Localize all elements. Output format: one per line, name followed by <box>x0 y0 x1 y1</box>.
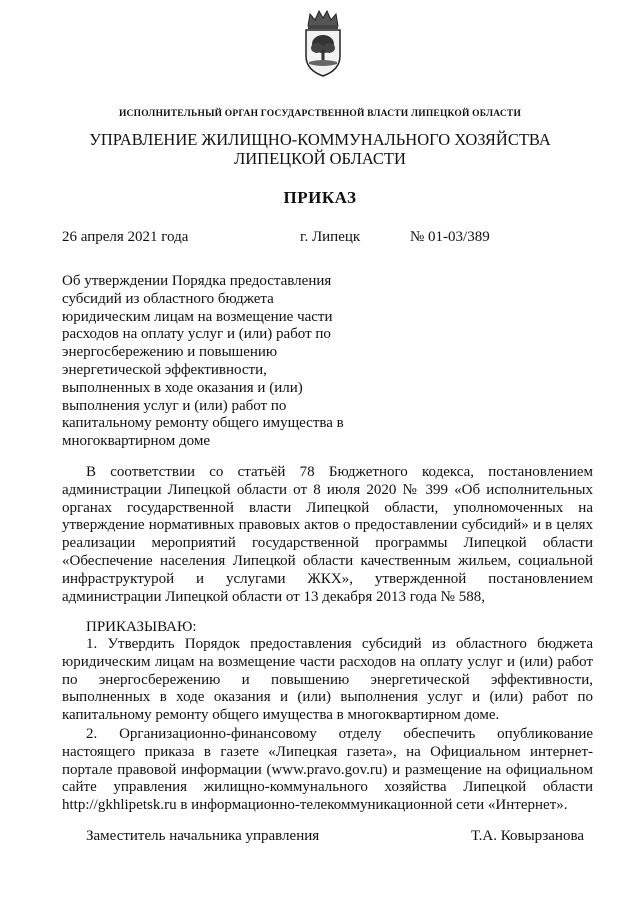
document-date: 26 апреля 2021 года <box>62 229 189 245</box>
issuing-authority: ИСПОЛНИТЕЛЬНЫЙ ОРГАН ГОСУДАРСТВЕННОЙ ВЛАСТИ ЛИПЕЦКОЙ ОБЛАСТИ <box>118 109 522 119</box>
lipetsk-region-coat-of-arms-icon <box>300 8 346 78</box>
signatory-name: Т.А. Ковырзанова <box>471 828 584 844</box>
signatory-position: Заместитель начальника управления <box>86 828 320 844</box>
document-place: г. Липецк <box>300 229 361 245</box>
order-word: ПРИКАЗЫВАЮ: <box>86 619 197 635</box>
order-item-1: 1. Утвердить Порядок предоставления субсидий из областного бюджета юридическим лицам на возмещение части расходов на оплату услуг и (или) работ по энергосбережению и повышению энергетической эффективности, выполненных в ходе оказания и (или) выполнения услуг и (или) работ по капитальному ремонту общего имущества в многоквартирном доме. <box>62 636 593 724</box>
document-subject: Об утверждении Порядка предоставления субсидий из областного бюджета юридическим лицам на возмещение части расходов на оплату услуг и (или) работ по энергосбережению и повышению энергетической эффективности, выполненных в ходе оказания и (или) выполнения услуг и (или) работ по капитальному ремонту общего имущества в многоквартирном доме <box>62 273 344 450</box>
document-number: № 01-03/389 <box>410 229 490 245</box>
order-item-2: 2. Организационно-финансовому отделу обеспечить опубликование настоящего приказа в газете «Липецкая газета», на Официальном интернет-портале правовой информации (www.pravo.gov.ru) и размещение на официальном сайте управления жилищно-коммунального хозяйства Липецкой области http://gkhlipetsk.ru в информационно-телекоммуникационной сети «Интернет». <box>62 726 593 814</box>
department-name-line1: УПРАВЛЕНИЕ ЖИЛИЩНО-КОММУНАЛЬНОГО ХОЗЯЙСТВА <box>89 130 551 149</box>
department-name-line2: ЛИПЕЦКОЙ ОБЛАСТИ <box>234 149 406 168</box>
document-type: ПРИКАЗ <box>283 188 357 207</box>
preamble-paragraph: В соответствии со статьёй 78 Бюджетного кодекса, постановлением администрации Липецкой области от 8 июля 2020 № 399 «Об исполнительных органах государственной власти Липецкой области, уполномоченных на утверждение нормативных правовых актов о предоставлении субсидий» и в целях реализации мероприятий государственной программы Липецкой области «Обеспечение населения Липецкой области качественным жильем, социальной инфраструктурой и услугами ЖКХ», утвержденной постановлением администрации Липецкой области от 13 декабря 2013 года № 588, <box>62 464 593 605</box>
